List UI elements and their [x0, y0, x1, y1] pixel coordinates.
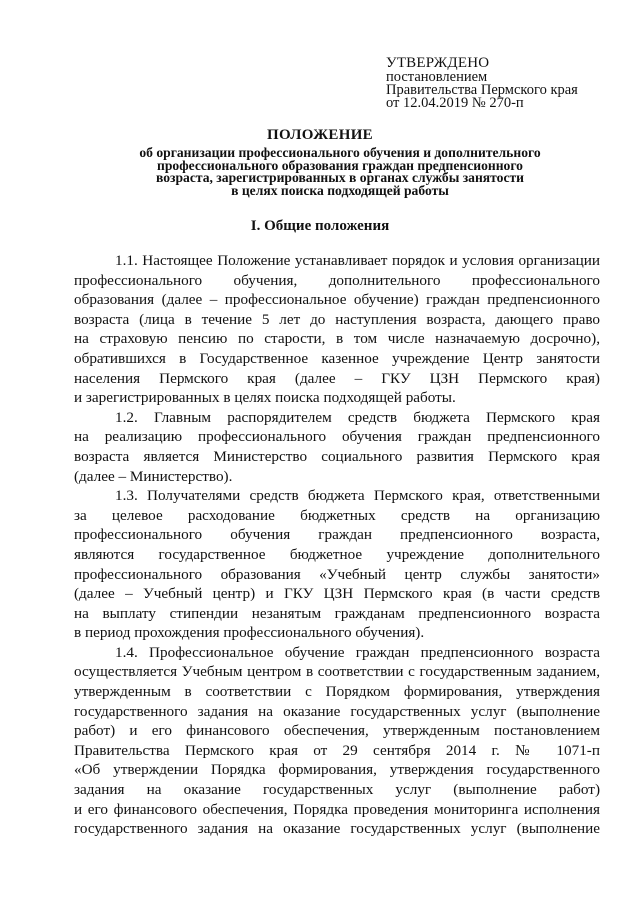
text-line: задания на оказание государственных услуг (выполнение работ): [74, 781, 600, 799]
approval-line: Правительства Пермского края: [386, 82, 578, 98]
text-line: на страховую пенсию по старости, в том числе назначаемую досрочно),: [74, 330, 600, 348]
text-line: являются государственное бюджетное учреждение дополнительного: [74, 545, 600, 563]
text-line: возраста (лица в течение 5 лет до наступления возраста, дающего право: [74, 310, 600, 328]
subtitle-line: об организации профессионального обучения и дополнительного: [139, 145, 541, 160]
text-line: 1.4. Профессиональное обучение граждан предпенсионного возраста: [115, 643, 600, 661]
text-line: в период прохождения профессионального обучения).: [74, 624, 425, 642]
text-line: 1.3. Получателями средств бюджета Пермского края, ответственными: [115, 487, 600, 505]
text-line: (далее – Учебный центр) и ГКУ ЦЗН Пермского края (в части средств: [74, 585, 600, 603]
text-line: 1.2. Главным распорядителем средств бюджета Пермского края: [115, 408, 600, 426]
document-body: [74, 251, 600, 839]
approval-line: постановлением: [386, 69, 488, 85]
approval-line: от 12.04.2019 № 270-п: [386, 95, 524, 111]
subtitle-line: профессионального образования граждан предпенсионного: [157, 157, 523, 173]
section-heading: I. Общие положения: [250, 218, 390, 234]
text-line: возраста является Министерство социального развития Пермского края: [74, 447, 600, 465]
subtitle-line: возраста, зарегистрированных в органах службы занятости: [155, 170, 525, 186]
text-line: «Об утверждении Порядка формирования, утверждения государственного: [74, 761, 600, 779]
text-line: на реализацию профессионального обучения граждан предпенсионного: [74, 428, 600, 446]
text-line: государственного задания на оказание государственных услуг (выполнение: [74, 702, 600, 720]
document-subtitle: [80, 147, 600, 197]
document-title: ПОЛОЖЕНИЕ: [267, 127, 373, 143]
text-line: 1.1. Настоящее Положение устанавливает порядок и условия организации: [115, 252, 600, 269]
approval-heading: УТВЕРЖДЕНО: [386, 55, 490, 71]
text-line: обратившихся в Государственное казенное учреждение Центр занятости: [74, 349, 600, 367]
approval-stamp: [386, 57, 578, 110]
text-line: населения Пермского края (далее – ГКУ ЦЗН Пермского края): [74, 369, 600, 387]
text-line: за целевое расходование бюджетных средств на организацию: [74, 506, 600, 524]
text-line: профессионального обучения, дополнительного профессионального: [74, 271, 600, 289]
text-line: образования (далее – профессиональное обучение) граждан предпенсионного: [74, 291, 600, 309]
text-line: профессионального обучения граждан предпенсионного возраста,: [74, 526, 600, 544]
text-line: (далее – Министерство).: [74, 467, 233, 485]
text-line: и зарегистрированных в целях поиска подходящей работы.: [74, 389, 456, 407]
text-line: утвержденным в соответствии с Порядком формирования, утверждения: [74, 683, 600, 701]
text-line: государственного задания на оказание государственных услуг (выполнение: [74, 820, 600, 838]
text-line: осуществляется Учебным центром в соответствии с государственным заданием,: [74, 663, 600, 681]
text-line: работ) и его финансового обеспечения, утвержденным постановлением: [74, 722, 600, 740]
text-line: Правительства Пермского края от 29 сентября 2014 г. № 1071-п: [74, 741, 600, 759]
text-line: на выплату стипендии незанятым гражданам предпенсионного возраста: [74, 604, 600, 622]
text-line: и его финансового обеспечения, Порядка проведения мониторинга исполнения: [74, 800, 600, 818]
subtitle-line: в целях поиска подходящей работы: [231, 182, 449, 198]
text-line: профессионального образования «Учебный центр службы занятости»: [74, 565, 600, 583]
